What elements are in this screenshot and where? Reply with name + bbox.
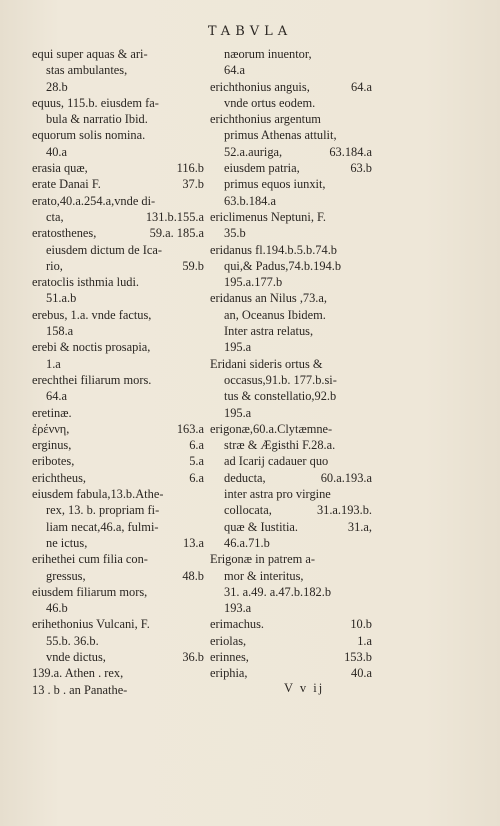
entry-reference: 60.a.193.a — [320, 470, 372, 485]
entry-text: Eridani sideris ortus & — [210, 356, 323, 371]
index-entry-line — [32, 46, 204, 62]
entry-text: 1.a — [46, 356, 61, 371]
entry-text: erichthonius anguis, — [210, 79, 310, 94]
entry-text: næorum inuentor, — [224, 47, 312, 61]
index-entry-line — [210, 665, 372, 681]
index-entry-line — [32, 453, 204, 469]
entry-text: equorum solis nomina. — [32, 128, 146, 143]
entry-text: stas ambulantes, — [46, 63, 128, 78]
index-entry-line — [32, 421, 204, 437]
entry-reference: 59.a. 185.a — [149, 226, 204, 241]
index-entry-line — [210, 258, 372, 274]
index-entry-line — [32, 551, 204, 567]
index-entry-line — [210, 290, 372, 306]
index-entry-line — [32, 144, 204, 160]
entry-text: quæ & Iustitia. — [224, 519, 298, 534]
index-entry-line — [210, 225, 372, 241]
index-entry-line — [210, 486, 372, 502]
entry-text: erechthei filiarum mors. — [32, 372, 152, 387]
entry-reference: 5.a — [189, 454, 204, 469]
entry-reference: 48.b — [182, 568, 204, 583]
index-entry-line — [32, 600, 204, 616]
index-entry-line — [210, 95, 372, 111]
entry-text: erihethonius Vulcani, F. — [32, 617, 150, 632]
entry-reference: 31.a.193.b. — [316, 503, 372, 518]
entry-reference: 10.b — [350, 617, 372, 632]
index-entry-line — [32, 307, 204, 323]
entry-text: erebi & noctis prosapia, — [32, 340, 151, 355]
entry-text: ad Icarij cadauer quo — [224, 454, 329, 469]
index-entry-line — [210, 176, 372, 192]
entry-text: eiusdem filiarum mors, — [32, 584, 148, 599]
entry-text: ἐρέννη, — [32, 421, 70, 436]
entry-text: inter astra pro virgine — [224, 487, 331, 502]
entry-text: erigonæ,60.a.Clytæmne- — [210, 421, 333, 436]
entry-text: eiusdem patria, — [224, 161, 300, 176]
entry-reference: 31.a, — [347, 519, 372, 534]
entry-text: erimachus. — [210, 617, 265, 632]
entry-text: 139.a. Athen . rex, — [32, 666, 124, 681]
entry-text: eratoclis isthmia ludi. — [32, 275, 140, 290]
index-entry-line — [210, 388, 372, 404]
index-entry-line — [210, 62, 372, 78]
entry-reference: 59.b — [182, 258, 204, 273]
index-entry-line — [32, 633, 204, 649]
entry-reference: 63.184.a — [329, 144, 372, 159]
index-entry-line — [210, 584, 372, 600]
index-entry-line — [32, 502, 204, 518]
entry-text: 193.a — [224, 601, 252, 616]
entry-text: erate Danai F. — [32, 177, 101, 192]
index-entry-line — [210, 568, 372, 584]
index-entry-line — [32, 584, 204, 600]
index-entry-line — [210, 127, 372, 143]
entry-reference: 6.a — [189, 470, 204, 485]
entry-text: 52.a.auriga, — [224, 144, 283, 159]
entry-text: erichtheus, — [32, 470, 87, 485]
entry-text: eretinæ. — [32, 405, 72, 420]
entry-text: an, Oceanus Ibidem. — [224, 307, 326, 322]
entry-text: 51.a.b — [46, 291, 77, 306]
entry-text: erihethei cum filia con- — [32, 552, 148, 567]
entry-text: eridanus fl.194.b.5.b.74.b — [210, 242, 337, 257]
entry-text: 63.b.184.a — [224, 193, 276, 208]
index-entry-line — [210, 405, 372, 421]
entry-reference: 40.a — [351, 666, 372, 681]
entry-text: erichthonius argentum — [210, 112, 321, 127]
entry-text: equi super aquas & ari- — [32, 47, 148, 61]
index-entry-line — [32, 486, 204, 502]
index-entry-line — [32, 242, 204, 258]
index-entry-line — [32, 160, 204, 176]
index-entry-line — [210, 144, 372, 160]
entry-text: primus equos iunxit, — [224, 177, 326, 192]
entry-reference: 37.b — [182, 177, 204, 192]
entry-text: deducta, — [224, 470, 266, 485]
index-entry-line — [210, 633, 372, 649]
index-entry-line — [210, 79, 372, 95]
index-entry-line — [32, 519, 204, 535]
index-entry-line — [32, 62, 204, 78]
index-entry-line — [32, 274, 204, 290]
entry-text: 46.b — [46, 601, 68, 616]
entry-text: 195.a.177.b — [224, 275, 283, 290]
index-entry-line — [210, 372, 372, 388]
entry-reference: 63.b — [350, 161, 372, 176]
index-entry-line — [210, 421, 372, 437]
index-entry-line — [32, 127, 204, 143]
entry-text: ericlimenus Neptuni, F. — [210, 209, 327, 224]
index-column-left — [32, 46, 204, 698]
index-entry-line — [32, 568, 204, 584]
entry-reference: 116.b — [176, 161, 204, 176]
entry-reference: 64.a — [351, 79, 372, 94]
index-entry-line — [32, 437, 204, 453]
entry-reference: 36.b — [182, 649, 204, 664]
entry-text: eiusdem fabula,13.b.Athe- — [32, 487, 164, 502]
index-entry-line — [32, 323, 204, 339]
entry-text: 40.a — [46, 144, 67, 159]
entry-text: cta, — [46, 209, 64, 224]
entry-reference: 153.b — [344, 649, 372, 664]
entry-text: erinnes, — [210, 649, 249, 664]
index-entry-line — [210, 209, 372, 225]
index-entry-line — [210, 551, 372, 567]
index-entry-line — [210, 519, 372, 535]
index-column-right — [210, 46, 372, 682]
entry-text: eiusdem dictum de Ica- — [46, 242, 162, 257]
index-entry-line — [210, 437, 372, 453]
entry-text: erasia quæ, — [32, 161, 88, 176]
entry-text: Inter astra relatus, — [224, 324, 314, 339]
index-entry-line — [210, 160, 372, 176]
index-entry-line — [210, 46, 372, 62]
entry-reference: 131.b.155.a — [145, 209, 204, 224]
entry-text: collocata, — [224, 503, 272, 518]
entry-text: 158.a — [46, 324, 74, 339]
entry-text: 46.a.71.b — [224, 535, 270, 550]
index-entry-line — [210, 323, 372, 339]
index-entry-line — [32, 225, 204, 241]
index-entry-line — [210, 111, 372, 127]
entry-text: 35.b — [224, 226, 246, 241]
index-entry-line — [210, 600, 372, 616]
entry-text: gressus, — [46, 568, 86, 583]
entry-text: eridanus an Nilus ,73.a, — [210, 291, 327, 306]
entry-text: rex, 13. b. propriam fi- — [46, 503, 160, 518]
entry-text: erato,40.a.254.a,vnde di- — [32, 193, 156, 208]
index-entry-line — [32, 339, 204, 355]
entry-text: erginus, — [32, 438, 72, 453]
index-entry-line — [210, 502, 372, 518]
signature-mark: V v ij — [284, 681, 325, 695]
index-entry-line — [32, 176, 204, 192]
index-entry-line — [210, 470, 372, 486]
entry-text: liam necat,46.a, fulmi- — [46, 519, 159, 534]
index-entry-line — [32, 290, 204, 306]
entry-text: 55.b. 36.b. — [46, 633, 99, 648]
entry-text: 31. a.49. a.47.b.182.b — [224, 584, 332, 599]
entry-text: vnde dictus, — [46, 649, 106, 664]
index-entry-line — [32, 649, 204, 665]
entry-text: eratosthenes, — [32, 226, 97, 241]
index-entry-line — [32, 682, 204, 698]
index-entry-line — [32, 111, 204, 127]
entry-reference: 1.a — [357, 633, 372, 648]
entry-text: erebus, 1.a. vnde factus, — [32, 307, 152, 322]
index-entry-line — [210, 193, 372, 209]
index-entry-line — [210, 274, 372, 290]
index-entry-line — [210, 616, 372, 632]
entry-text: 195.a — [224, 340, 252, 355]
index-entry-line — [210, 339, 372, 355]
index-entry-line — [210, 356, 372, 372]
index-entry-line — [210, 242, 372, 258]
entry-text: vnde ortus eodem. — [224, 95, 316, 110]
index-entry-line — [32, 405, 204, 421]
entry-reference: 13.a — [183, 535, 204, 550]
entry-text: occasus,91.b. 177.b.si- — [224, 372, 337, 387]
index-entry-line — [210, 649, 372, 665]
entry-reference: 163.a — [176, 421, 204, 436]
entry-text: mor & interitus, — [224, 568, 304, 583]
entry-text: 64.a — [46, 389, 67, 404]
entry-text: rio, — [46, 258, 63, 273]
entry-reference: 6.a — [189, 438, 204, 453]
entry-text: qui,& Padus,74.b.194.b — [224, 258, 342, 273]
entry-text: eriolas, — [210, 633, 247, 648]
running-header: TABVLA — [207, 24, 293, 39]
index-entry-line — [32, 95, 204, 111]
entry-text: 195.a — [224, 405, 252, 420]
index-entry-line — [32, 79, 204, 95]
entry-text: bula & narratio Ibid. — [46, 112, 148, 127]
entry-text: stræ & Ægisthi F.28.a. — [224, 438, 336, 453]
index-entry-line — [32, 388, 204, 404]
index-entry-line — [32, 616, 204, 632]
entry-text: equus, 115.b. eiusdem fa- — [32, 95, 159, 110]
index-entry-line — [210, 307, 372, 323]
entry-text: ne ictus, — [46, 535, 88, 550]
entry-text: tus & constellatio,92.b — [224, 389, 337, 404]
entry-text: primus Athenas attulit, — [224, 128, 337, 143]
index-entry-line — [32, 372, 204, 388]
entry-text: Erigonæ in patrem a- — [210, 552, 315, 567]
index-entry-line — [32, 470, 204, 486]
index-entry-line — [210, 535, 372, 551]
index-entry-line — [32, 209, 204, 225]
index-entry-line — [32, 665, 204, 681]
entry-text: 64.a — [224, 63, 245, 78]
index-entry-line — [32, 535, 204, 551]
entry-text: 13 . b . an Panathe- — [32, 682, 128, 697]
index-entry-line — [210, 453, 372, 469]
entry-text: eriphia, — [210, 666, 248, 681]
index-entry-line — [32, 356, 204, 372]
index-entry-line — [32, 193, 204, 209]
entry-text: eribotes, — [32, 454, 75, 469]
entry-text: 28.b — [46, 79, 68, 94]
index-entry-line — [32, 258, 204, 274]
